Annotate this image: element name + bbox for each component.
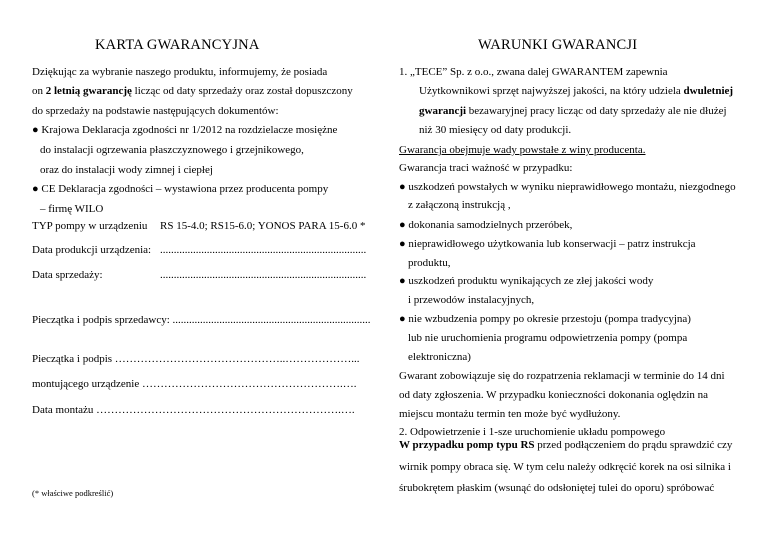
- warranty-period: 2 letnią gwarancję: [45, 85, 132, 97]
- intro-line-2: on 2 letnią gwarancję licząc od daty sprzedaży oraz został dopuszczony: [32, 85, 353, 97]
- intro-line-3: do sprzedaży na podstawie następujących dokumentów:: [32, 105, 279, 117]
- installer-stamp-field: Pieczątka i podpis ………………………………………..………………...: [32, 353, 360, 365]
- void-item-3-cont: produktu,: [408, 257, 451, 269]
- pump-type-value: RS 15-4.0; RS15-6.0; YONOS PARA 15-6.0 *: [160, 220, 366, 232]
- document-item-1-cont: do instalacji ogrzewania płaszczyznowego i grzejnikowego,: [40, 144, 304, 156]
- sale-date-field: ...........................................................................: [160, 269, 367, 281]
- seller-stamp-field: Pieczątka i podpis sprzedawcy: ........................................................................: [32, 314, 371, 326]
- term-2-title: 2. Odpowietrzenie i 1-sze uruchomienie układu pompowego: [399, 426, 666, 438]
- void-intro: Gwarancja traci ważność w przypadku:: [399, 162, 573, 174]
- term-2-line-1: W przypadku pomp typu RS przed podłączeniem do prądu sprawdzić czy: [399, 439, 733, 451]
- warranty-terms-title: WARUNKI GWARANCJI: [478, 37, 638, 53]
- void-item-1-cont: z załączoną instrukcją ,: [408, 199, 511, 211]
- installation-date-field: Data montażu ………………………………………………………….….: [32, 404, 355, 416]
- claims-line-1: Gwarant zobowiązuje się do rozpatrzenia reklamacji w terminie do 14 dni: [399, 370, 725, 382]
- term-1-line-2: Użytkownikowi sprzęt najwyższej jakości, na który udziela dwuletniej: [419, 85, 734, 97]
- intro-line-1: Dziękując za wybranie naszego produktu, informujemy, że posiada: [32, 66, 328, 78]
- void-item-1: ● uszkodzeń powstałych w wyniku nieprawidłowego montażu, niezgodnego: [399, 181, 736, 193]
- warranty-card-title: KARTA GWARANCYJNA: [95, 37, 260, 53]
- void-item-5: ● nie wzbudzenia pompy po okresie przestoju (pompa tradycyjna): [399, 313, 691, 325]
- production-date-label: Data produkcji urządzenia:: [32, 244, 152, 256]
- defects-note: Gwarancja obejmuje wady powstałe z winy producenta.: [399, 144, 646, 156]
- production-date-field: ...........................................................................: [160, 244, 367, 256]
- term-2-line-2: wirnik pompy obraca się. W tym celu należy odkręcić korek na osi silnika i: [399, 461, 731, 473]
- document-item-2-cont: – firmę WILO: [40, 203, 104, 215]
- term-1-line-4: niż 30 miesięcy od daty produkcji.: [419, 124, 572, 136]
- claims-line-2: od daty zgłoszenia. W przypadku konieczności dokonania oględzin na: [399, 389, 709, 401]
- void-item-4: ● uszkodzeń produktu wynikających ze złej jakości wody: [399, 275, 654, 287]
- claims-line-3: miejscu montażu termin ten może być wydłużony.: [399, 408, 621, 420]
- document-item-1-cont2: oraz do instalacji wody zimnej i ciepłej: [40, 164, 213, 176]
- term-1-line-1: 1. „TECE” Sp. z o.o., zwana dalej GWARANTEM zapewnia: [399, 66, 668, 78]
- void-item-5-cont2: elektroniczna): [408, 351, 471, 363]
- void-item-3: ● nieprawidłowego użytkowania lub konserwacji – patrz instrukcja: [399, 238, 696, 250]
- document-item-1: ● Krajowa Deklaracja zgodności nr 1/2012 na rozdzielacze mosiężne: [32, 124, 338, 136]
- installer-device-field: montującego urządzenie ……………………………………………….….: [32, 378, 357, 390]
- term-1-line-3: gwarancji bezawaryjnej pracy licząc od daty sprzedaży ale nie dłużej: [419, 105, 727, 117]
- document-item-2: ● CE Deklaracja zgodności – wystawiona przez producenta pompy: [32, 183, 329, 195]
- footnote: (* właściwe podkreślić): [32, 488, 114, 498]
- void-item-5-cont: lub nie uruchomienia programu odpowietrzenia pompy (pompa: [408, 332, 688, 344]
- sale-date-label: Data sprzedaży:: [32, 269, 103, 281]
- term-2-line-3: śrubokrętem płaskim (wsunąć do odsłoniętej tulei do oporu) spróbować: [399, 482, 715, 494]
- pump-type-label: TYP pompy w urządzeniu: [32, 220, 148, 232]
- void-item-4-cont: i przewodów instalacyjnych,: [408, 294, 535, 306]
- void-item-2: ● dokonania samodzielnych przeróbek,: [399, 219, 573, 231]
